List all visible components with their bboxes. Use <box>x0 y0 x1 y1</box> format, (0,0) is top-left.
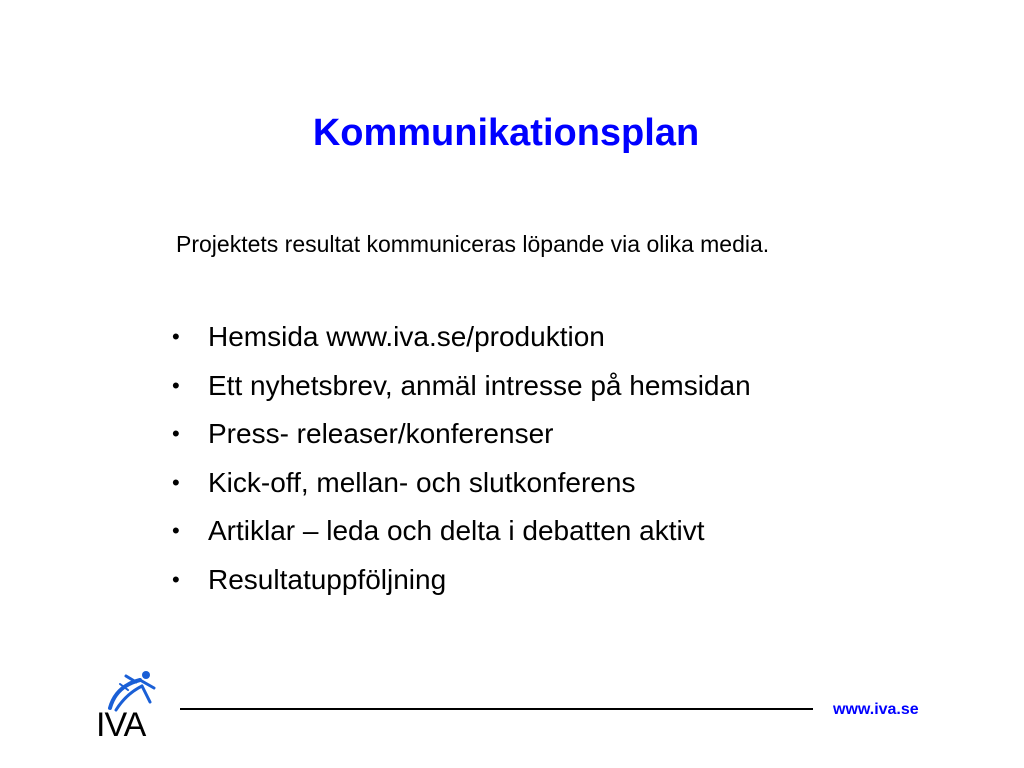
intro-text: Projektets resultat kommuniceras löpande via olika media. <box>176 231 770 257</box>
bullet-icon: • <box>172 421 180 446</box>
list-item <box>170 362 751 411</box>
list-item-text: Artiklar – leda och delta i debatten aktivt <box>208 515 705 546</box>
footer-url-link[interactable]: www.iva.se <box>833 701 919 718</box>
list-item-text: Resultatuppföljning <box>208 563 447 595</box>
bullet-icon: • <box>172 518 180 543</box>
list-item-text: Press- releaser/konferenser <box>208 418 554 449</box>
bullet-icon: • <box>172 324 180 349</box>
iva-logo <box>96 668 166 742</box>
list-item <box>170 556 751 605</box>
list-item <box>170 410 751 459</box>
bullet-icon: • <box>172 566 180 592</box>
list-item <box>170 313 751 362</box>
list-item <box>170 507 751 556</box>
slide-title: Kommunikationsplan <box>312 112 700 154</box>
footer-divider <box>180 708 813 710</box>
list-item-text: Ett nyhetsbrev, anmäl intresse på hemsidan <box>208 369 751 401</box>
logo-text: IVA <box>96 706 146 744</box>
bullet-list <box>170 313 751 604</box>
list-item-text: Hemsida www.iva.se/produktion <box>208 321 605 352</box>
bullet-icon: • <box>172 372 180 398</box>
list-item <box>170 459 751 508</box>
list-item-text: Kick-off, mellan- och slutkonferens <box>208 466 636 498</box>
bullet-icon: • <box>172 469 180 495</box>
